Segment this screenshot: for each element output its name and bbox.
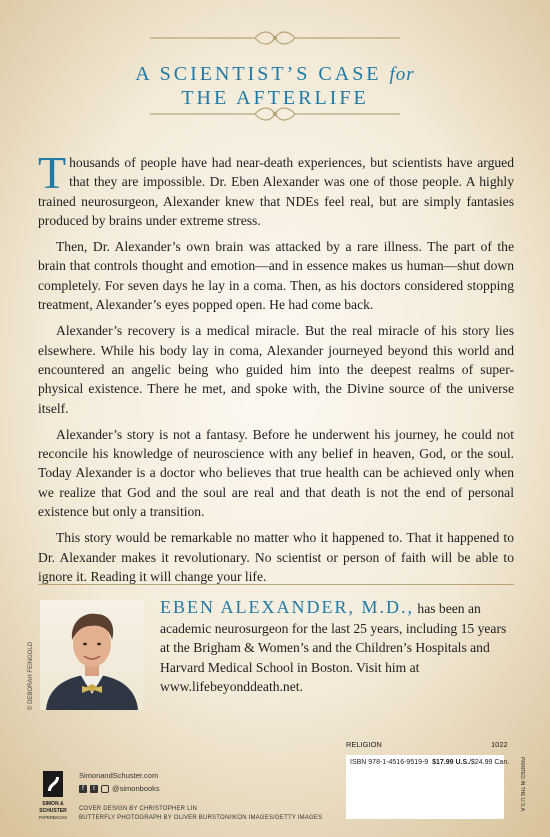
publisher-info bbox=[79, 770, 160, 794]
isbn-line bbox=[350, 759, 509, 766]
publisher-site[interactable]: SimonandSchuster.com bbox=[79, 771, 159, 780]
section-divider bbox=[38, 584, 514, 585]
social-handle[interactable]: @simonbooks bbox=[112, 784, 160, 793]
author-photo bbox=[40, 600, 144, 710]
printed-in-usa bbox=[514, 755, 524, 819]
price-can: /$24.99 Can. bbox=[469, 759, 510, 766]
photo-credit-line: BUTTERFLY PHOTOGRAPH BY OLIVER BURSTON/IKON IMAGES/GETTY IMAGES bbox=[79, 815, 323, 821]
drop-cap: T bbox=[38, 147, 67, 198]
design-credits bbox=[79, 805, 322, 823]
book-description bbox=[38, 147, 514, 593]
photo-credit-text: © DEBORAH FEINGOLD bbox=[28, 641, 34, 710]
price-us: $17.99 U.S. bbox=[432, 759, 470, 766]
description-paragraph-5: This story would be remarkable no matter who it happened to. That it happened to Dr. Alexander makes it revolutionary. No scientist or person of faith will be able to ignore it. Reading it will change your life. bbox=[38, 530, 514, 584]
twitter-icon[interactable]: t bbox=[90, 785, 98, 793]
headline-part-1: A SCIENTIST’S CASE bbox=[135, 63, 382, 85]
author-name: EBEN ALEXANDER, M.D., bbox=[160, 597, 414, 617]
headline-line-1 bbox=[0, 62, 550, 87]
headline-line-2: THE AFTERLIFE bbox=[181, 87, 369, 109]
description-paragraph-1 bbox=[38, 147, 514, 230]
barcode-box bbox=[346, 755, 510, 819]
facebook-icon[interactable]: f bbox=[79, 785, 87, 793]
ornament-bottom-icon bbox=[0, 104, 550, 124]
social-row bbox=[79, 783, 160, 794]
description-paragraph-4: Alexander’s story is not a fantasy. Before he underwent his journey, he could not reconcile his knowledge of neuroscience with any belief in heaven, God, or the soul. Today Alexander is a doctor who believes that true health can be achieved only when we realize that God and the soul are real and that death is not the end of personal existence but only a transition. bbox=[38, 426, 514, 520]
description-paragraph-3: Alexander’s recovery is a medical miracle. But the real miracle of his story lies elsewhere. While his body lay in coma, Alexander journeyed beyond this world and encountered an angelic being who guided him into the deepest realms of super-physical existence. There he met, and spoke with, the Divine source of the universe itself. bbox=[38, 323, 514, 416]
author-bio-text: has been an academic neurosurgeon for the last 25 years, including 15 years at the Brigham & Women’s and the Children’s Hospitals and Harvard Medical School in Boston. Visit him at www.lifebeyonddeath.net. bbox=[160, 601, 507, 694]
ornament-top-icon bbox=[0, 28, 550, 48]
logo-line-2: SCHUSTER bbox=[39, 808, 67, 814]
author-bio bbox=[160, 598, 516, 697]
headline-for: for bbox=[389, 64, 415, 85]
logo-line-3: PAPERBACKS bbox=[38, 815, 68, 820]
photo-credit bbox=[22, 600, 36, 712]
printed-text: PRINTED IN THE U.S.A. bbox=[519, 757, 525, 813]
paragraph-1-text: housands of people have had near-death experiences, but scientists have argued that they are impossible. Dr. Eben Alexander was one of those people. A highly trained neurosurgeon, Alexander knew that NDEs feel real, but are simply fantasies produced by brains under extreme stress. bbox=[38, 155, 514, 228]
logo-line-1: SIMON & bbox=[42, 801, 64, 807]
category-code: 1022 bbox=[491, 740, 508, 749]
instagram-icon[interactable] bbox=[101, 785, 109, 793]
publisher-logo-icon bbox=[40, 771, 66, 823]
cover-credit: COVER DESIGN BY CHRISTOPHER LIN bbox=[79, 806, 198, 812]
category-label: RELIGION bbox=[346, 740, 382, 749]
description-paragraph-2: Then, Dr. Alexander’s own brain was attacked by a rare illness. The part of the brain that controls thought and emotion—and in essence makes us human—shut down completely. For seven days he lay in a coma. Then, as his doctors considered stopping treatment, Alexander’s eyes popped open. He had come back. bbox=[38, 239, 514, 313]
isbn-number: ISBN 978-1-4516-9519-9 bbox=[350, 759, 429, 766]
